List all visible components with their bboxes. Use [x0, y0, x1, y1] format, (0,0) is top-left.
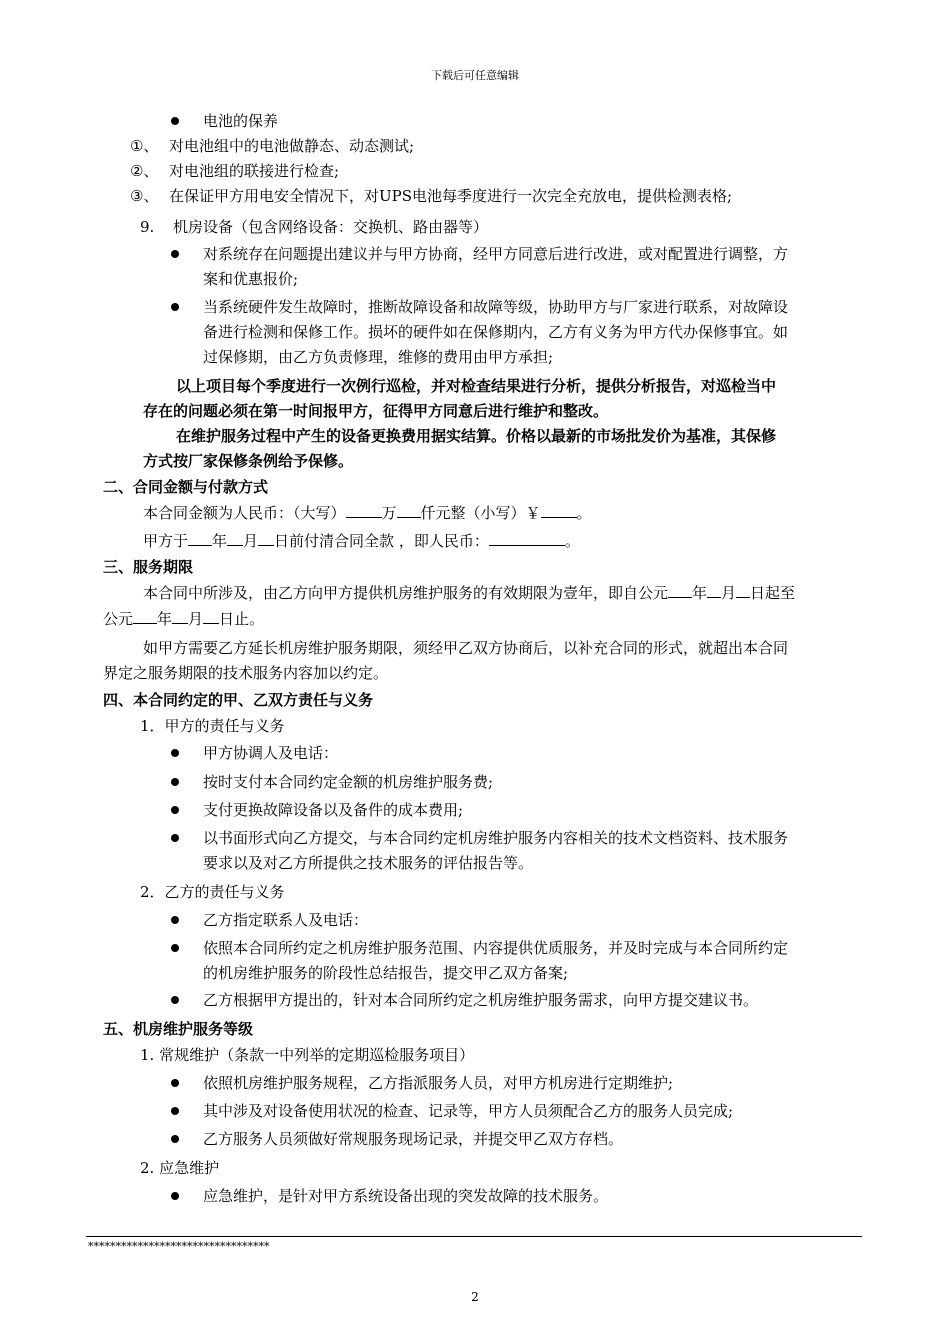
bullet-icon — [171, 778, 179, 786]
extension-line-1: 如甲方需要乙方延长机房维护服务期限，须经甲乙双方协商后，以补充合同的形式，就超出本合同 — [143, 639, 789, 657]
section-heading: 三、服务期限 — [103, 558, 194, 576]
text-span: 。 — [564, 532, 580, 550]
text-span: 仟元整（小写）￥ — [420, 504, 541, 522]
blank-field — [172, 609, 188, 624]
battery-item: 对电池组中的电池做静态、动态测试; — [169, 137, 415, 155]
room-bullet-1-line-1: 对系统存在问题提出建议并与甲方协商，经甲方同意后进行改进，或对配置进行调整，方 — [203, 245, 789, 263]
party-a-item: 支付更换故障设备以及备件的成本费用; — [203, 801, 464, 819]
extension-line-2: 界定之服务期限的技术服务内容加以约定。 — [103, 664, 389, 682]
bold-paragraph-2-line-2: 方式按厂家保修条例给予保修。 — [143, 452, 354, 470]
room-num: 9. — [140, 218, 155, 236]
room-bullet-2-line-2: 备进行检测和保修工作。损坏的硬件如在保修期内，乙方有义务为甲方代办保修事宜。如 — [203, 323, 789, 341]
payment-date-line — [143, 531, 580, 551]
subsection-heading: 1．甲方的责任与义务 — [140, 717, 285, 735]
blank-field — [397, 503, 421, 518]
room-bullet-2-line-3: 过保修期，由乙方负责修理，维修的费用由甲方承担; — [203, 348, 554, 366]
text-span: 日起至 — [750, 584, 796, 602]
footer-stars: ********************************* — [88, 1240, 270, 1253]
blank-field — [203, 609, 219, 624]
party-a-item: 按时支付本合同约定金额的机房维护服务费; — [203, 773, 494, 791]
blank-field — [227, 531, 243, 546]
footer-divider — [86, 1236, 862, 1237]
contract-amount-line — [143, 503, 592, 523]
page-number: 2 — [471, 1290, 479, 1304]
room-bullet-1-line-2: 案和优惠报价; — [203, 270, 299, 288]
bullet-icon — [171, 806, 179, 814]
text-span: 日止。 — [219, 610, 265, 628]
bullet-icon — [171, 1192, 179, 1200]
room-bullet-2-line-1: 当系统硬件发生故障时，推断故障设备和故障等级，协助甲方与厂家进行联系，对故障设 — [203, 298, 789, 316]
bullet-icon — [171, 117, 179, 125]
bullet-icon — [171, 749, 179, 757]
bullet-icon — [171, 303, 179, 311]
routine-item: 乙方服务人员须做好常规服务现场记录，并提交甲乙双方存档。 — [203, 1130, 624, 1148]
bullet-icon — [171, 1135, 179, 1143]
party-a-item: 甲方协调人及电话： — [203, 744, 339, 762]
subsection-heading: 2．乙方的责任与义务 — [140, 883, 285, 901]
party-a-item-line-2: 要求以及对乙方所提供之技术服务的评估报告等。 — [203, 854, 534, 872]
bold-paragraph-1-line-1: 以上项目每个季度进行一次例行巡检，并对检查结果进行分析，提供分析报告，对巡检当中 — [176, 377, 777, 395]
battery-item-num: ③、 — [130, 187, 159, 205]
battery-item-num: ①、 — [130, 137, 159, 155]
text-span: 年 — [157, 610, 173, 628]
blank-field — [489, 531, 565, 546]
bullet-icon — [171, 916, 179, 924]
text-span: 万 — [381, 504, 397, 522]
battery-title: 电池的保养 — [203, 112, 279, 130]
party-b-item-line-2: 的机房维护服务的阶段性总结报告，提交甲乙双方备案; — [203, 964, 569, 982]
section-heading: 四、本合同约定的甲、乙双方责任与义务 — [103, 691, 374, 709]
term-line-1 — [143, 583, 795, 603]
bullet-icon — [171, 834, 179, 842]
party-a-item-line-1: 以书面形式向乙方提交，与本合同约定机房维护服务内容相关的技术文档资料、技术服务 — [203, 829, 789, 847]
bullet-icon — [171, 1107, 179, 1115]
text-span: 公元 — [103, 610, 134, 628]
blank-field — [668, 583, 692, 598]
subsection-heading: 1. 常规维护（条款一中列举的定期巡检服务项目） — [140, 1046, 475, 1064]
blank-field — [541, 503, 577, 518]
bullet-icon — [171, 944, 179, 952]
blank-field — [133, 609, 157, 624]
text-span: 本合同中所涉及，由乙方向甲方提供机房维护服务的有效期限为壹年，即自公元 — [143, 584, 669, 602]
bold-paragraph-1-line-2: 存在的问题必须在第一时间报甲方，征得甲方同意后进行维护和整改。 — [143, 402, 609, 420]
bullet-icon — [171, 996, 179, 1004]
party-b-item: 乙方指定联系人及电话： — [203, 911, 369, 929]
blank-field — [188, 531, 212, 546]
subsection-heading: 2. 应急维护 — [140, 1159, 220, 1177]
term-line-2 — [103, 609, 264, 629]
text-span: 甲方于 — [143, 532, 189, 550]
emergency-item: 应急维护，是针对甲方系统设备出现的突发故障的技术服务。 — [203, 1187, 609, 1205]
bullet-icon — [171, 1079, 179, 1087]
routine-item: 其中涉及对设备使用状况的检查、记录等，甲方人员须配合乙方的服务人员完成; — [203, 1102, 734, 1120]
text-span: 。 — [576, 504, 592, 522]
room-title: 机房设备（包含网络设备：交换机、路由器等） — [173, 218, 489, 236]
blank-field — [258, 531, 274, 546]
party-b-item: 乙方根据甲方提出的，针对本合同所约定之机房维护服务需求，向甲方提交建议书。 — [203, 991, 759, 1009]
routine-item: 依照机房维护服务规程，乙方指派服务人员，对甲方机房进行定期维护; — [203, 1074, 674, 1092]
blank-field — [707, 583, 721, 598]
text-span: 年 — [692, 584, 708, 602]
text-span: 月 — [188, 610, 204, 628]
blank-field — [736, 583, 750, 598]
text-span: 年 — [212, 532, 228, 550]
page-header: 下载后可任意编辑 — [431, 69, 519, 82]
section-heading: 二、合同金额与付款方式 — [103, 478, 269, 496]
text-span: 日前付清合同全款 ，即人民币： — [274, 532, 489, 550]
text-span: 本合同金额为人民币：（大写） — [143, 504, 346, 522]
bold-paragraph-2-line-1: 在维护服务过程中产生的设备更换费用据实结算。价格以最新的市场批发价为基准，其保修 — [176, 427, 777, 445]
battery-item-num: ②、 — [130, 162, 159, 180]
text-span: 月 — [721, 584, 737, 602]
blank-field — [346, 503, 382, 518]
battery-item: 在保证甲方用电安全情况下，对UPS电池每季度进行一次完全充放电，提供检测表格; — [169, 187, 733, 205]
bullet-icon — [171, 250, 179, 258]
party-b-item-line-1: 依照本合同所约定之机房维护服务范围、内容提供优质服务，并及时完成与本合同所约定 — [203, 939, 789, 957]
text-span: 月 — [243, 532, 259, 550]
battery-item: 对电池组的联接进行检查; — [169, 162, 340, 180]
section-heading: 五、机房维护服务等级 — [103, 1020, 254, 1038]
